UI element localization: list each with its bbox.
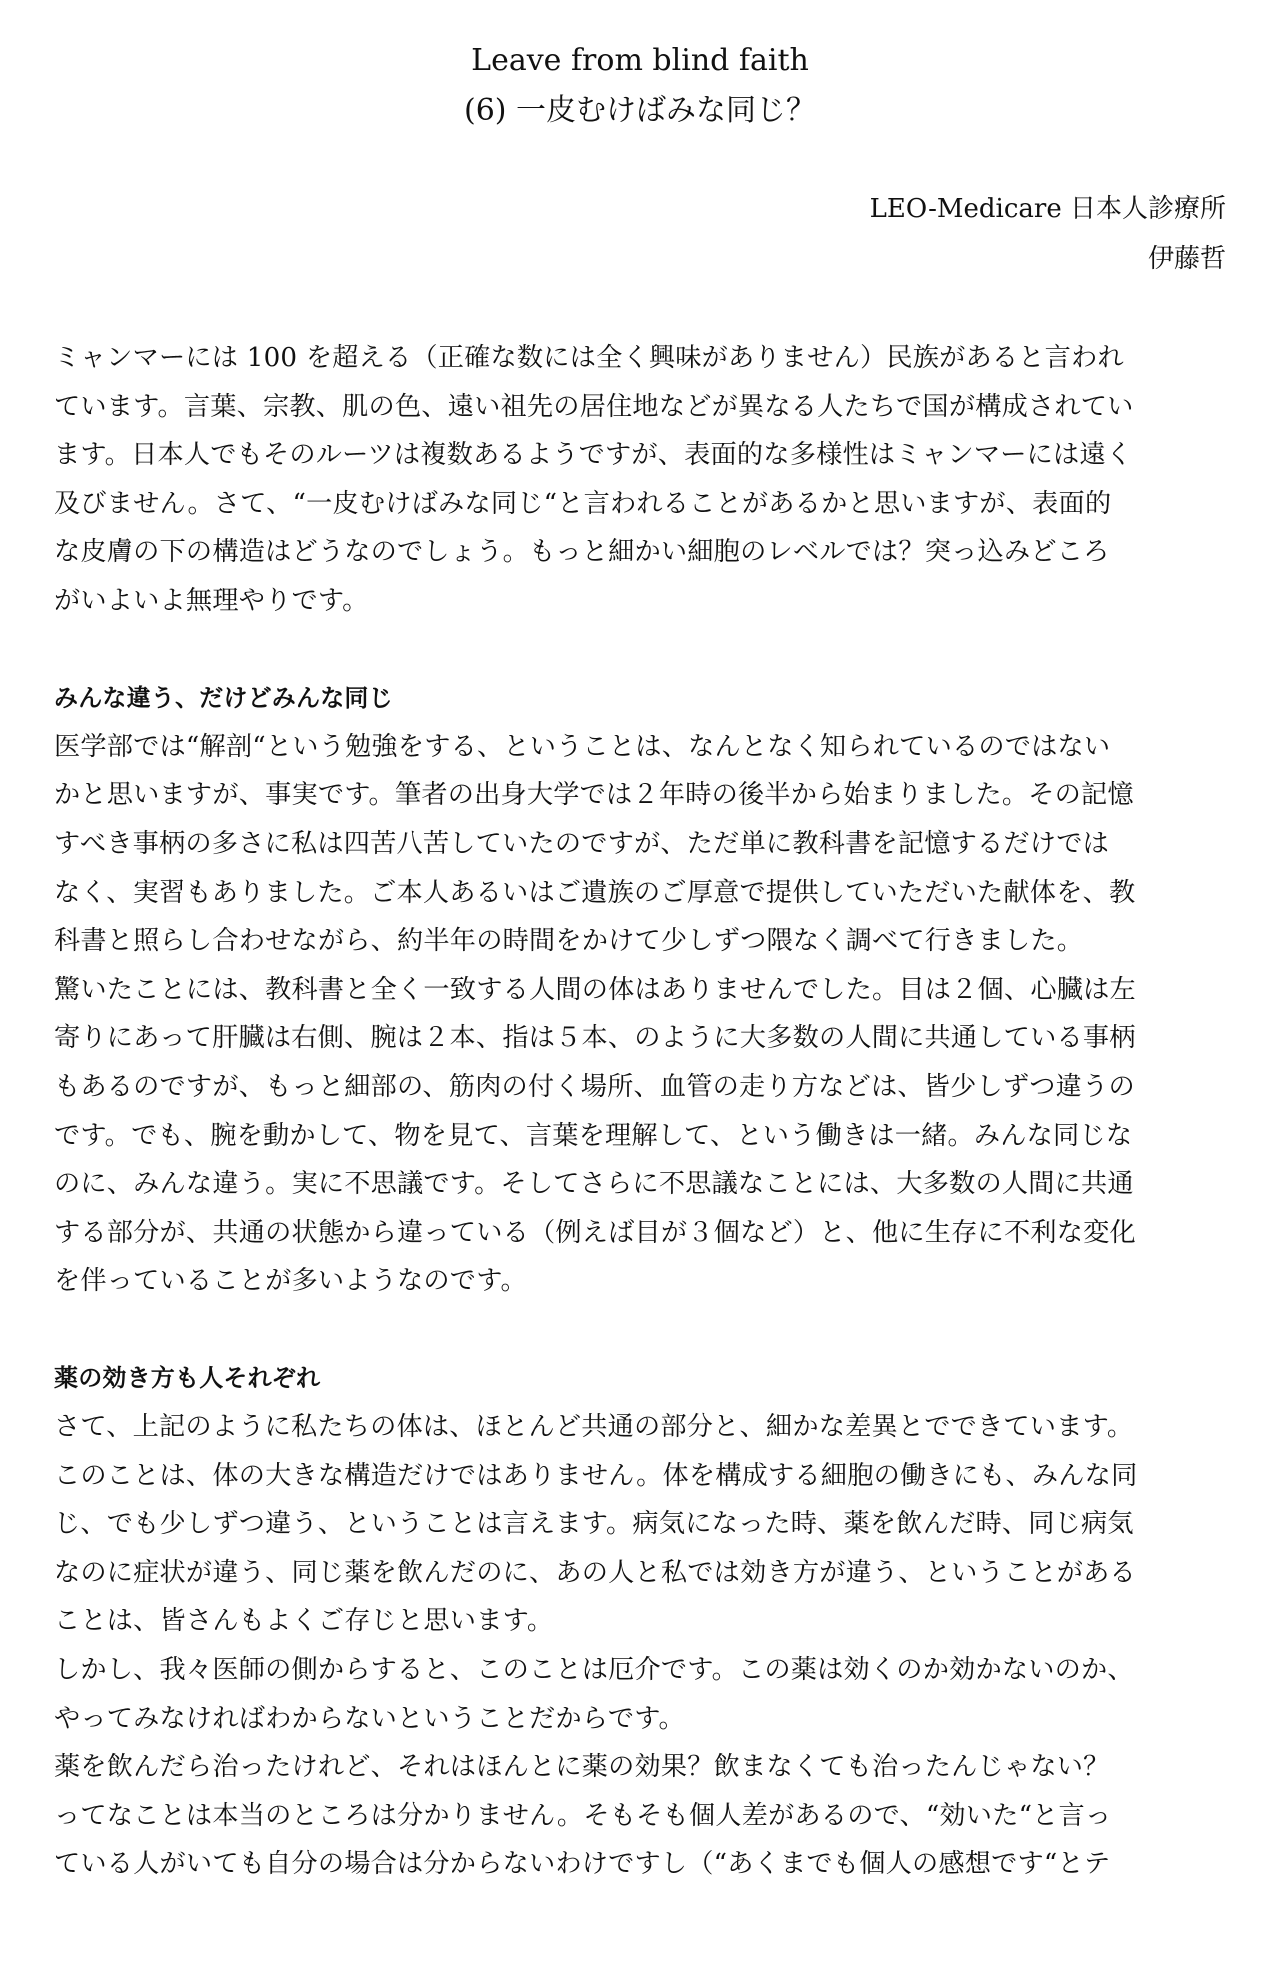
author-affiliation: LEO-Medicare 日本人診療所 xyxy=(869,194,1226,224)
text-line: 医学部では“解剖“という勉強をする、ということは、なんとなく知られているのではない xyxy=(54,731,1111,762)
text-line: ミャンマーには 100 を超える（正確な数には全く興味がありません）民族があると言われ xyxy=(54,343,1124,373)
section-heading-1: みんな違う、だけどみんな同じ xyxy=(54,684,393,713)
text-line: 薬を飲んだら治ったけれど、それはほんとに薬の効果？飲まなくても治ったんじゃない？ xyxy=(54,1752,1110,1783)
section2-paragraph-1 xyxy=(54,1403,1226,1646)
section2-paragraph-2 xyxy=(54,1646,1226,1743)
author-name: 伊藤哲 xyxy=(1147,244,1226,274)
text-line: さて、上記のように私たちの体は、ほとんど共通の部分と、細かな差異とでできています。 xyxy=(54,1412,1134,1443)
text-line: がいよいよ無理やりです。 xyxy=(54,585,369,616)
text-line: する部分が、共通の状態から違っている（例えば目が３個など）と、他に生存に不利な変化 xyxy=(54,1217,1136,1248)
section-spacer xyxy=(54,1306,1226,1355)
section-spacer xyxy=(54,626,1226,675)
text-line: しかし、我々医師の側からすると、このことは厄介です。この薬は効くのか効かないのか、 xyxy=(54,1655,1134,1686)
text-line: 科書と照らし合わせながら、約半年の時間をかけて少しずつ隈なく調べて行きました。 xyxy=(54,926,1084,957)
section1-paragraph-1 xyxy=(54,723,1226,966)
intro-paragraph xyxy=(54,334,1226,626)
text-line: なく、実習もありました。ご本人あるいはご遺族のご厚意で提供していただいた献体を、教 xyxy=(54,877,1136,908)
title-block xyxy=(54,36,1226,136)
text-line: このことは、体の大きな構造だけではありません。体を構成する細胞の働きにも、みんな同 xyxy=(54,1460,1138,1491)
text-line: ことは、皆さんもよくご存じと思います。 xyxy=(54,1606,554,1637)
article-body xyxy=(54,334,1226,1889)
text-line: ています。言葉、宗教、肌の色、遠い祖先の居住地などが異なる人たちで国が構成されてい xyxy=(54,391,1134,422)
text-line: なのに症状が違う、同じ薬を飲んだのに、あの人と私では効き方が違う、ということがある xyxy=(54,1557,1136,1588)
text-line: 寄りにあって肝臓は右側、腕は２本、指は５本、のように大多数の人間に共通している事柄 xyxy=(54,1023,1136,1054)
text-line: のに、みんな違う。実に不思議です。そしてさらに不思議なことには、大多数の人間に共通 xyxy=(54,1169,1134,1200)
text-line: かと思いますが、事実です。筆者の出身大学では２年時の後半から始まりました。その記憶 xyxy=(54,780,1134,811)
text-line: 驚いたことには、教科書と全く一致する人間の体はありませんでした。目は２個、心臓は左 xyxy=(54,974,1136,1005)
text-line: 及びません。さて、“一皮むけばみな同じ“と言われることがあるかと思いますが、表面的 xyxy=(54,488,1112,519)
section-heading-2: 薬の効き方も人それぞれ xyxy=(54,1364,321,1393)
title-english: Leave from blind faith xyxy=(471,43,809,78)
text-line: じ、でも少しずつ違う、ということは言えます。病気になった時、薬を飲んだ時、同じ病気 xyxy=(54,1509,1134,1540)
section2-paragraph-3 xyxy=(54,1743,1226,1889)
text-line: ている人がいても自分の場合は分からないわけですし（“あくまでも個人の感想です“とテ xyxy=(54,1849,1111,1880)
text-line: やってみなければわからないということだからです。 xyxy=(54,1703,685,1734)
text-line: もあるのですが、もっと細部の、筋肉の付く場所、血管の走り方などは、皆少しずつ違うの xyxy=(54,1071,1135,1102)
text-line: です。でも、腕を動かして、物を見て、言葉を理解して、という働きは一緒。みんな同じな xyxy=(54,1120,1133,1151)
text-line: な皮膚の下の構造はどうなのでしょう。もっと細かい細胞のレベルでは？突っ込みどころ xyxy=(54,537,1110,568)
title-japanese: (6) 一皮むけばみな同じ？ xyxy=(463,93,817,128)
section1-paragraph-2 xyxy=(54,966,1226,1306)
author-block xyxy=(54,184,1226,284)
text-line: を伴っていることが多いようなのです。 xyxy=(54,1266,527,1297)
text-line: ます。日本人でもそのルーツは複数あるようですが、表面的な多様性はミャンマーには遠く xyxy=(54,440,1133,471)
text-line: すべき事柄の多さに私は四苦八苦していたのですが、ただ単に教科書を記憶するだけでは xyxy=(54,828,1109,859)
text-line: ってなことは本当のところは分かりません。そもそも個人差があるので、“効いた“と言っ xyxy=(54,1800,1112,1831)
